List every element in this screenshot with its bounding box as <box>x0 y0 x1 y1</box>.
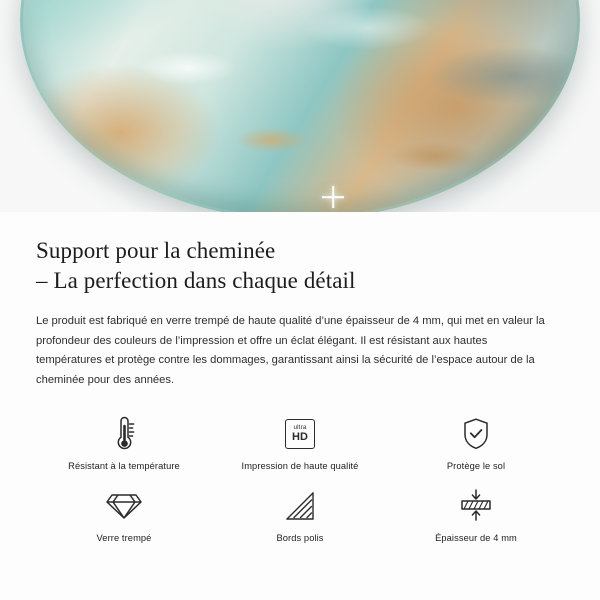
product-description-text: Le produit est fabriqué en verre trempé de haute qualité d’une épaisseur de 4 mm, qui met en valeur la profondeur des couleurs de l’impression et offre un éclat élégant. Il est résistant aux hautes températures et protège contre les dommages, garantissant ainsi la sécurité de l’espace autour de la cheminée pour des années. <box>36 315 545 386</box>
feature-grid <box>36 414 564 544</box>
page-title <box>36 236 564 296</box>
feature-item <box>388 486 564 544</box>
feature-item <box>212 414 388 472</box>
feature-label: Résistant à la température <box>68 461 180 471</box>
headline-line-1: Support pour la cheminée <box>36 238 276 263</box>
thickness-arrows-icon <box>456 486 496 526</box>
ultra-hd-icon <box>285 414 315 454</box>
hero-image <box>0 0 600 212</box>
shield-check-icon <box>459 414 493 454</box>
feature-label: Verre trempé <box>96 533 152 543</box>
feature-item <box>36 486 212 544</box>
ultra-hd-top-text: ultra <box>293 423 307 431</box>
diamond-icon <box>105 486 143 526</box>
polished-edges-icon <box>283 486 317 526</box>
feature-label: Protège le sol <box>446 461 506 471</box>
headline-line-2: – La perfection dans chaque détail <box>36 268 356 293</box>
ultra-hd-bottom-text: HD <box>292 431 308 444</box>
round-glass-panel-image <box>20 0 580 212</box>
feature-item <box>36 414 212 472</box>
feature-label: Impression de haute qualité <box>241 461 359 471</box>
feature-label: Épaisseur de 4 mm <box>435 533 517 543</box>
content-area <box>0 212 600 544</box>
feature-item <box>212 486 388 544</box>
thermometer-icon <box>107 414 141 454</box>
feature-item <box>388 414 564 472</box>
feature-label: Bords polis <box>276 533 324 543</box>
